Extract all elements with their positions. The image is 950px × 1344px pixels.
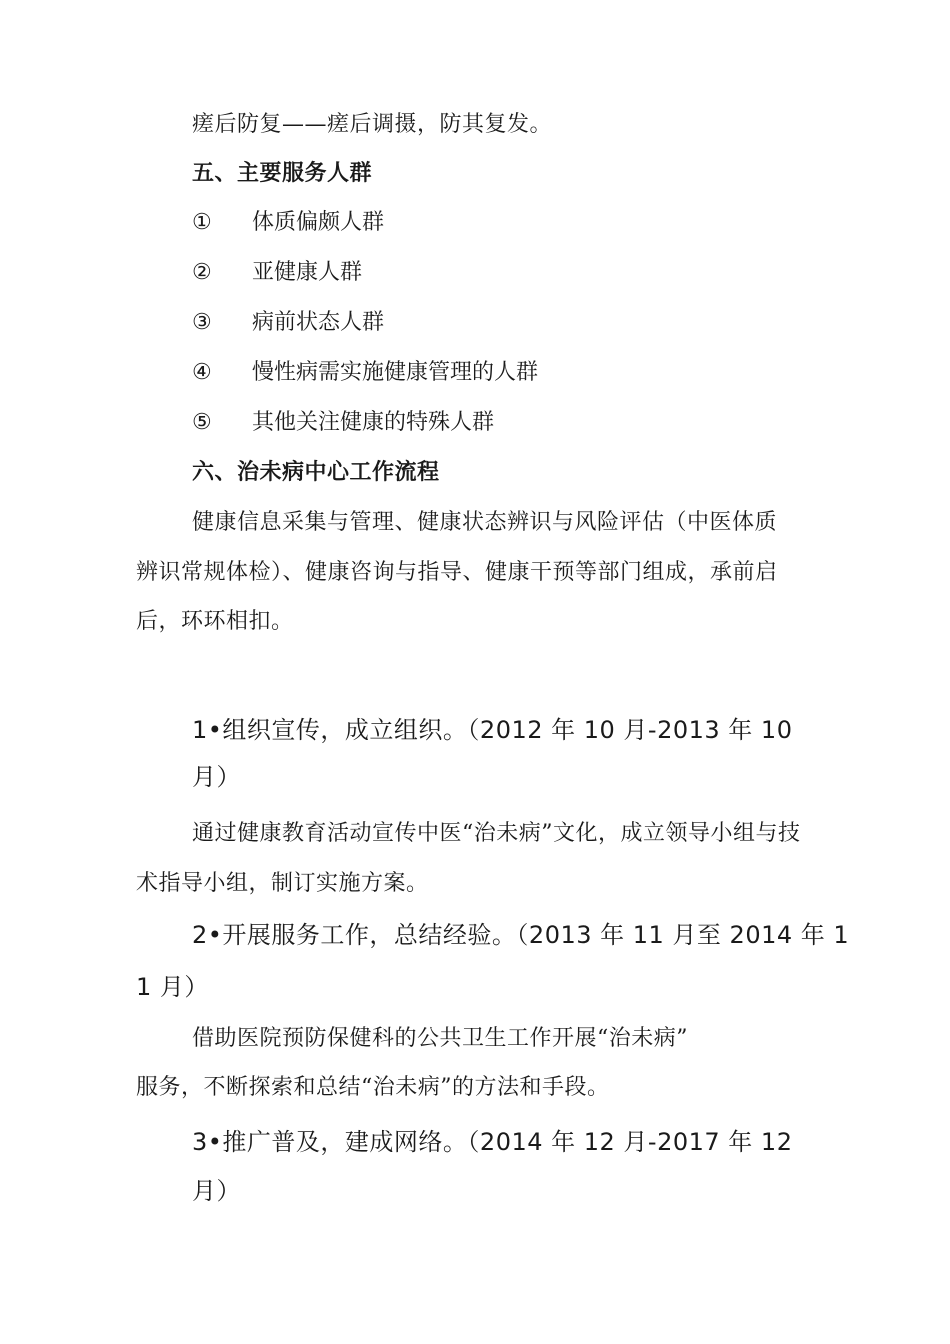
list-item-text: 病前状态人群 [252, 310, 385, 335]
step2-body-line: 借助医院预防保健科的公共卫生工作开展“治未病” [192, 1026, 688, 1051]
section6-heading: 六、治未病中心工作流程 [192, 460, 440, 485]
list-item-number: ① [192, 210, 212, 235]
step2-title: 2•开展服务工作，总结经验。（2013 年 11 月至 2014 年 1 [192, 921, 850, 949]
list-item-number: ③ [192, 310, 212, 335]
list-item-text: 亚健康人群 [252, 260, 363, 285]
section5-heading: 五、主要服务人群 [192, 161, 373, 186]
list-item-number: ④ [192, 360, 212, 385]
step2-title-cont: 1 月） [136, 973, 209, 1001]
paragraph-line: 后，环环相扣。 [136, 609, 294, 634]
list-item-text: 体质偏颇人群 [252, 210, 385, 235]
step3-title: 3•推广普及，建成网络。（2014 年 12 月-2017 年 12 [192, 1128, 793, 1156]
step2-body-line: 服务，不断探索和总结“治未病”的方法和手段。 [136, 1075, 610, 1100]
intro-line: 瘥后防复——瘥后调摄，防其复发。 [192, 112, 553, 137]
step1-body-line: 通过健康教育活动宣传中医“治未病”文化，成立领导小组与技 [192, 821, 801, 846]
list-item-number: ② [192, 260, 212, 285]
step1-title: 1•组织宣传，成立组织。（2012 年 10 月-2013 年 10 [192, 716, 793, 744]
list-item-text: 慢性病需实施健康管理的人群 [252, 360, 539, 385]
step3-title-cont: 月） [192, 1177, 241, 1205]
list-item-number: ⑤ [192, 410, 212, 435]
list-item-text: 其他关注健康的特殊人群 [252, 410, 495, 435]
paragraph-line: 辨识常规体检）、健康咨询与指导、健康干预等部门组成，承前启 [136, 560, 778, 585]
paragraph-line: 健康信息采集与管理、健康状态辨识与风险评估（中医体质 [192, 510, 778, 535]
step1-title-cont: 月） [192, 763, 241, 791]
step1-body-line: 术指导小组，制订实施方案。 [136, 871, 429, 896]
